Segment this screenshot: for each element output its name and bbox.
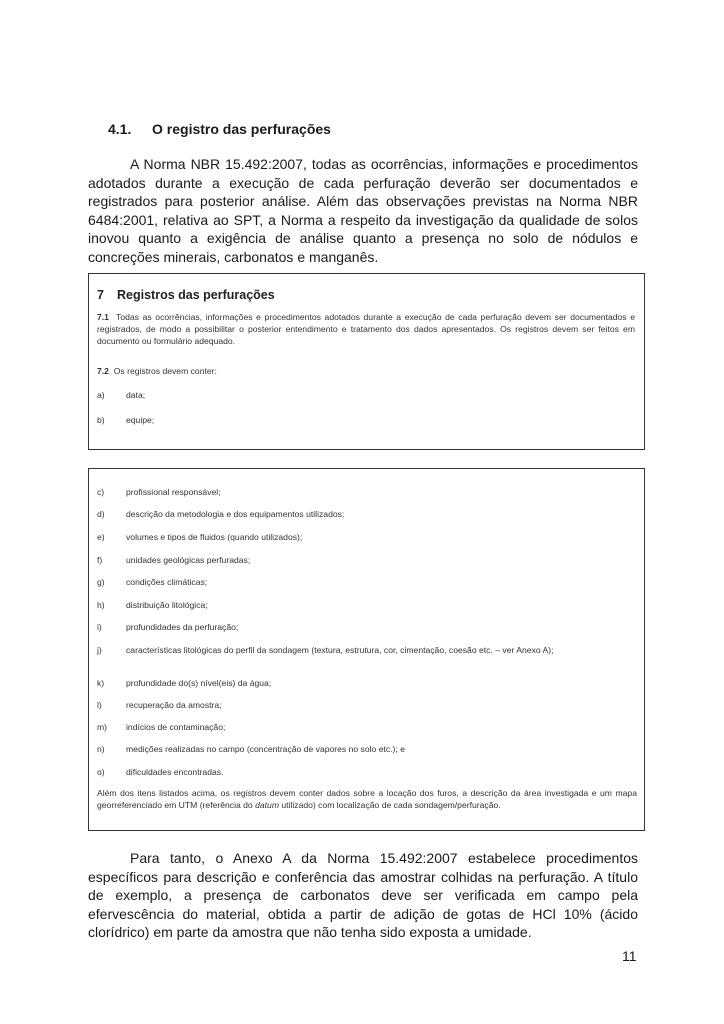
clause-7-1-text: Todas as ocorrências, informações e procedimentos adotados durante a execução de cada perfuração devem ser documentados e registrados, de modo a possibilitar o posterior entendimento e tratamento dos dados apresentados. Os registros devem ser feitos em documento ou formulário adequado. <box>97 312 635 346</box>
excerpt-title-number: 7 <box>97 288 104 302</box>
list-item-label: f) <box>97 555 103 565</box>
list-item-text: características litológicas do perfil da sondagem (textura, estrutura, cor, cimentação, coesão etc. – ver Anexo A); <box>126 645 554 655</box>
list-item <box>97 576 637 588</box>
list-item <box>97 531 637 543</box>
closing-note-text-b: utilizado) com localização de cada sondagem/perfuração. <box>281 800 501 810</box>
list-item-text: profissional responsável; <box>126 487 221 497</box>
list-item-label: l) <box>97 700 102 710</box>
section-heading <box>108 121 331 137</box>
clause-7-2-text: Os registros devem conter: <box>113 366 217 376</box>
list-item-text: volumes e tipos de fluidos (quando utilizados); <box>126 532 303 542</box>
section-number: 4.1. <box>108 121 132 137</box>
clause-7-1 <box>97 311 635 347</box>
clause-7-2 <box>97 365 217 377</box>
list-item <box>97 389 637 401</box>
norm-excerpt-box-1 <box>88 273 645 450</box>
list-item <box>97 621 637 633</box>
list-item-label: e) <box>97 532 105 542</box>
list-item-label: o) <box>97 767 105 777</box>
list-item <box>97 508 637 520</box>
list-item-label: i) <box>97 622 102 632</box>
list-item-label: b) <box>97 415 105 425</box>
excerpt-closing-note <box>97 787 637 811</box>
list-item-label: d) <box>97 509 105 519</box>
excerpt-title <box>97 288 275 302</box>
excerpt-title-text: Registros das perfurações <box>117 288 275 302</box>
list-item-label: j) <box>97 645 102 655</box>
list-item-label: k) <box>97 678 105 688</box>
closing-note-datum: datum <box>255 800 279 810</box>
list-item-text: descrição da metodologia e dos equipamentos utilizados; <box>126 509 345 519</box>
list-item-label: g) <box>97 577 105 587</box>
list-item <box>97 486 637 498</box>
list-item-text: unidades geológicas perfuradas; <box>126 555 251 565</box>
clause-7-2-number: 7.2 <box>97 366 109 376</box>
closing-paragraph <box>88 849 638 942</box>
list-item <box>97 721 637 733</box>
section-title: O registro das perfurações <box>152 121 331 137</box>
list-item-text: medições realizadas no campo (concentração de vapores no solo etc.); e <box>126 744 405 754</box>
list-item-text: condições climáticas; <box>126 577 208 587</box>
list-item-text: data; <box>126 390 146 400</box>
list-item-label: h) <box>97 600 105 610</box>
norm-excerpt-box-2 <box>88 468 645 831</box>
closing-note-text-a: Além dos itens listados acima, os registros devem conter dados sobre a locação dos furos, a descrição da área investigada e um mapa georreferenciado em UTM (referência do <box>97 788 637 810</box>
list-item <box>97 644 637 656</box>
list-item <box>97 677 637 689</box>
list-item <box>97 766 637 778</box>
list-item-text: profundidades da perfuração; <box>126 622 239 632</box>
list-item <box>97 743 637 755</box>
closing-paragraph-text: Para tanto, o Anexo A da Norma 15.492:2007 estabelece procedimentos específicos para descrição e conferência das amostrar colhidas na perfuração. A título de exemplo, a presença de carbonatos deve ser verificada em campo pela efervescência do material, obtida a partir de adição de gotas de HCl 10% (ácido clorídrico) em parte da amostra que não tenha sido exposta a umidade. <box>88 850 638 941</box>
list-item <box>97 554 637 566</box>
list-item <box>97 699 637 711</box>
list-item-text: profundidade do(s) nível(eis) da água; <box>126 678 272 688</box>
list-item-text: distribuição litológica; <box>126 600 208 610</box>
list-item-label: a) <box>97 390 105 400</box>
list-item-label: m) <box>97 722 108 732</box>
list-item <box>97 599 637 611</box>
list-item-text: indícios de contaminação; <box>126 722 226 732</box>
list-item-text: dificuldades encontradas. <box>126 767 224 777</box>
list-item-label: c) <box>97 487 105 497</box>
list-item-text: recuperação da amostra; <box>126 700 222 710</box>
page-number: 11 <box>622 948 637 964</box>
list-item-label: n) <box>97 744 105 754</box>
list-item-text: equipe; <box>126 415 155 425</box>
intro-paragraph-text: A Norma NBR 15.492:2007, todas as ocorrências, informações e procedimentos adotados durante a execução de cada perfuração deverão ser documentados e registrados para posterior análise. Além das observações previstas na Norma NBR 6484:2001, relativa ao SPT, a Norma a respeito da investigação da qualidade de solos inovou quanto a exigência de análise quanto a presença no solo de nódulos e concreções minerais, carbonatos e manganês. <box>88 156 638 265</box>
list-item <box>97 414 637 426</box>
clause-7-1-number: 7.1 <box>97 312 109 322</box>
intro-paragraph <box>88 155 638 267</box>
